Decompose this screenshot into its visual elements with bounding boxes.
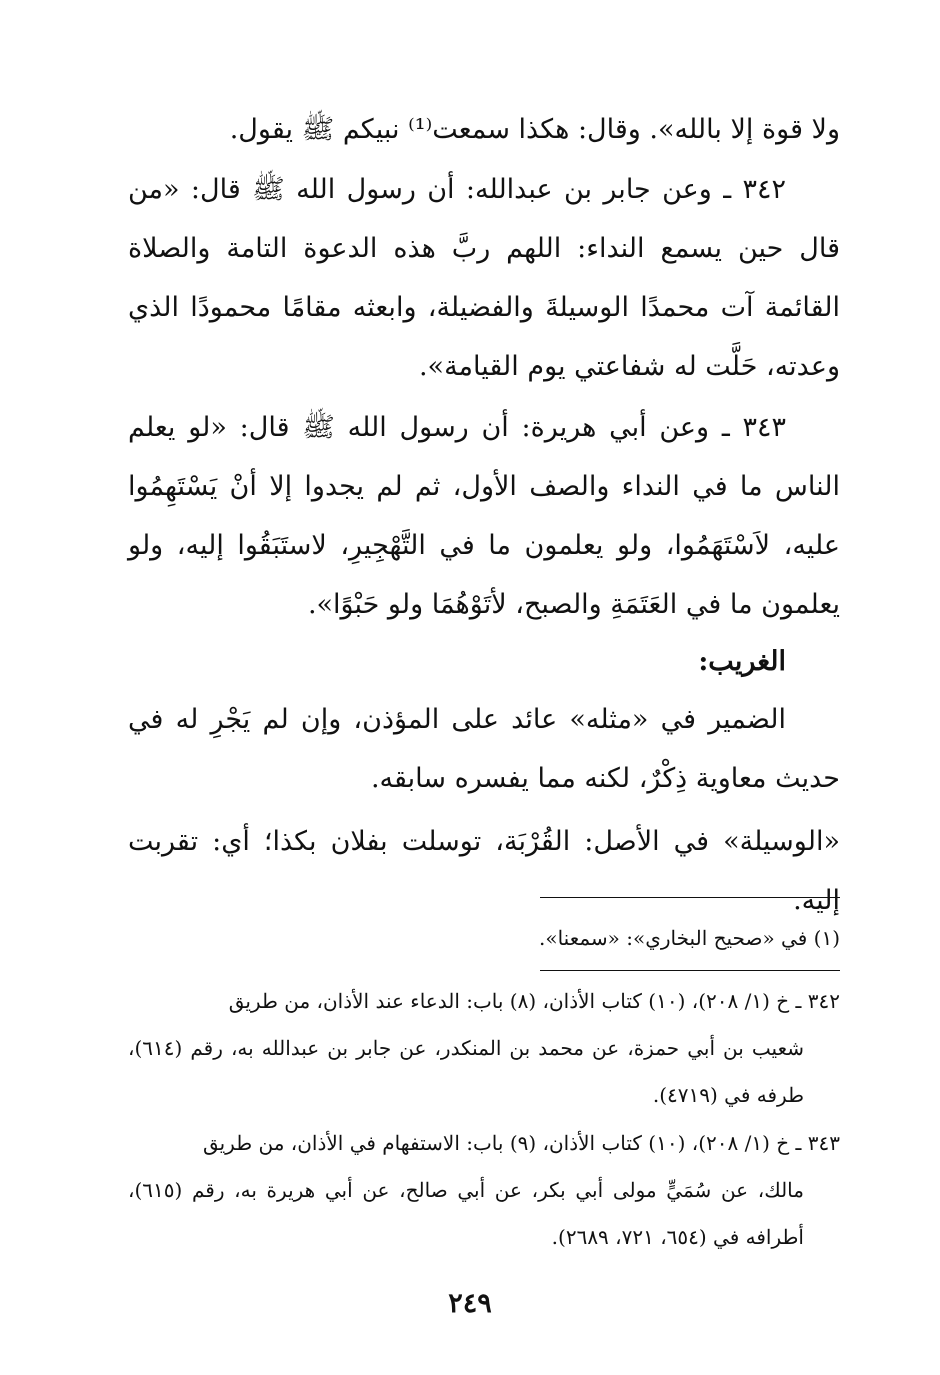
gharib-paragraph-1: الضمير في «مثله» عائد على المؤذن، وإن لم يَجْرِ له في حديث معاوية ذِكْرٌ، لكنه مما يفسره سابقه. (128, 704, 840, 794)
footnote-1: (١) في «صحيح البخاري»: «سمعنا». (538, 926, 840, 950)
takhrij-342-first-line: ٣٤٢ ـ خ (١/ ٢٠٨)، (١٠) كتاب الأذان، (٨) باب: الدعاء عند الأذان، من طريق (228, 989, 840, 1013)
takhrij-343-continuation: مالك، عن سُمَيٍّ مولى أبي بكر، عن أبي صالح، عن أبي هريرة به، رقم (٦١٥)، أطرافه في (٦٥٤، ٧٢١، ٢٦٨٩). (128, 1178, 804, 1249)
takhrij-divider (540, 970, 840, 971)
paragraph-continuation: ولا قوة إلا بالله». وقال: هكذا سمعت⁽¹⁾ نبيكم ﷺ يقول. (229, 114, 840, 145)
takhrij-343-first-line: ٣٤٣ ـ خ (١/ ٢٠٨)، (١٠) كتاب الأذان، (٩) باب: الاستفهام في الأذان، من طريق (202, 1131, 840, 1155)
takhrij-342 (128, 978, 840, 1119)
takhrij-342-continuation: شعيب بن أبي حمزة، عن محمد بن المنكدر، عن جابر بن عبدالله به، رقم (٦١٤)، طرفه في (٤٧١٩). (128, 1036, 804, 1107)
section-heading-gharib: الغريب: (698, 646, 786, 677)
page-number: ٢٤٩ (448, 1288, 492, 1319)
footnote-divider (540, 897, 840, 898)
gharib-paragraph-2: «الوسيلة» في الأصل: القُرْبَة، توسلت بفلان بكذا؛ أي: تقربت إليه. (128, 826, 840, 916)
hadith-343: ٣٤٣ ـ وعن أبي هريرة: أن رسول الله ﷺ قال: «لو يعلم الناس ما في النداء والصف الأول، ثم لم يجدوا إلا أنْ يَسْتَهِمُوا عليه، لاَسْتَهَمُوا، ولو يعلمون ما في التَّهْجِيرِ، لاستَبَقُوا إليه، ولو يعلمون ما في العَتَمَةِ والصبح، لأتَوْهُمَا ولو حَبْوًا». (128, 412, 840, 620)
hadith-342: ٣٤٢ ـ وعن جابر بن عبدالله: أن رسول الله ﷺ قال: «من قال حين يسمع النداء: اللهم ربَّ هذه الدعوة التامة والصلاة القائمة آت محمدًا الوسيلةَ والفضيلة، وابعثه مقامًا محمودًا الذي وعدته، حَلَّت له شفاعتي يوم القيامة». (128, 174, 840, 382)
takhrij-343 (128, 1120, 840, 1261)
